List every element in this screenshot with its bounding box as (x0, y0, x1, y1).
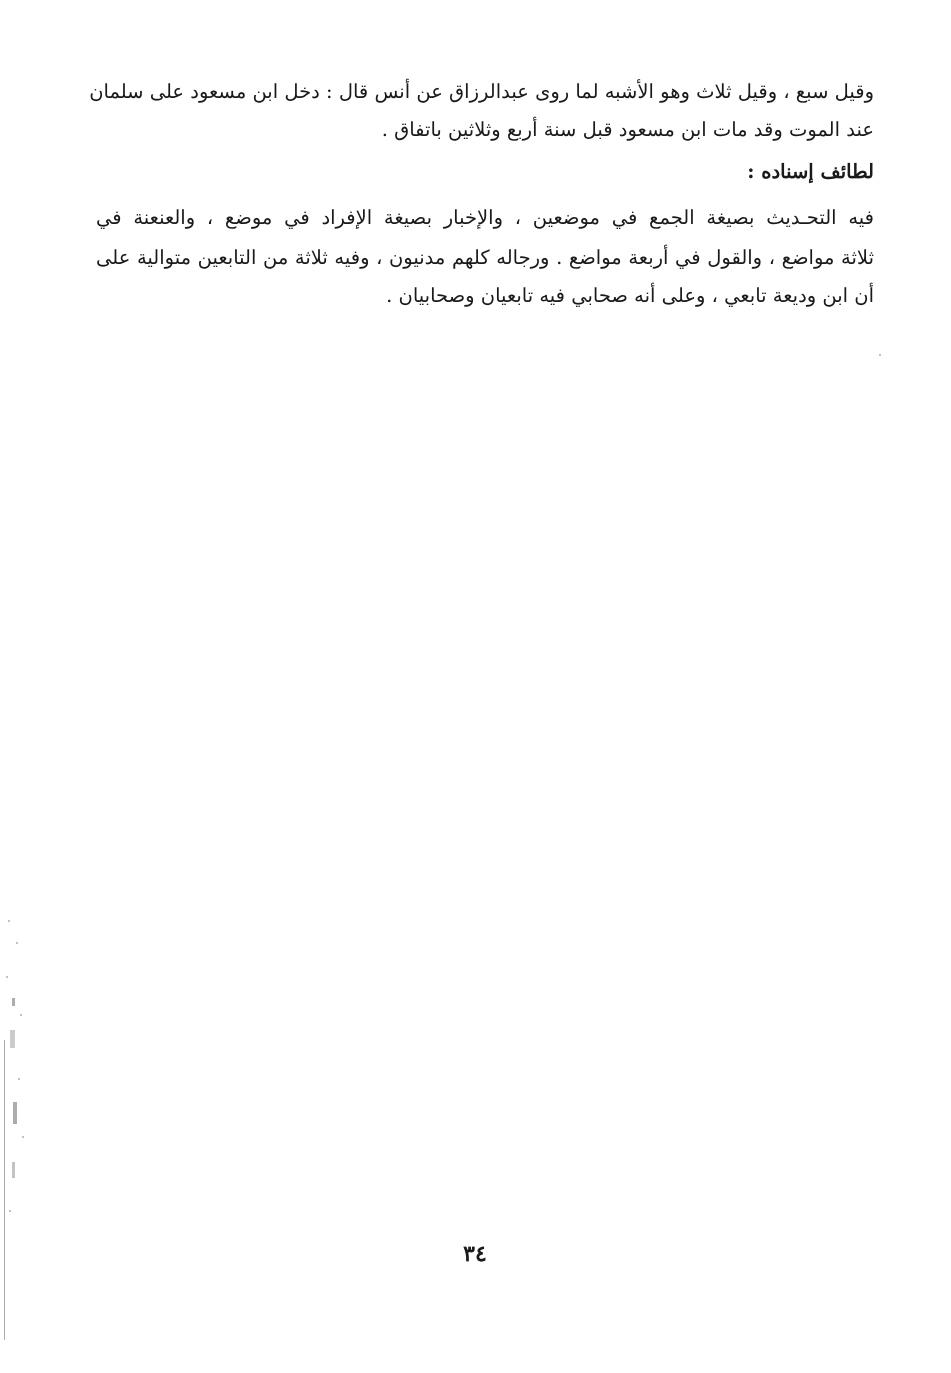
paragraph-2-line-3: أن ابن وديعة تابعي ، وعلى أنه صحابي فيه تابعيان وصحابيان . (386, 284, 874, 307)
page-number: ٣٤ (463, 1241, 487, 1267)
section-heading: لطائف إسناده : (747, 160, 874, 183)
paragraph-1-line-1: وقيل سبع ، وقيل ثلاث وهو الأشبه لما روى عبدالرزاق عن أنس قال : دخل ابن مسعود على سلمان (89, 80, 874, 103)
scan-binding-edge (0, 880, 34, 1373)
paragraph-2-line-1: فيه التحـديث بصيغة الجمع في موضعين ، والإخبار بصيغة الإفراد في موضع ، والعنعنة في (96, 206, 874, 229)
paragraph-2-line-2: ثلاثة مواضع ، والقول في أربعة مواضع . ورجاله كلهم مدنيون ، وفيه ثلاثة من التابعين متوالية على (96, 246, 874, 269)
paragraph-1-line-2: عند الموت وقد مات ابن مسعود قبل سنة أربع وثلاثين باتفاق . (381, 118, 874, 141)
scan-speck (879, 354, 881, 356)
